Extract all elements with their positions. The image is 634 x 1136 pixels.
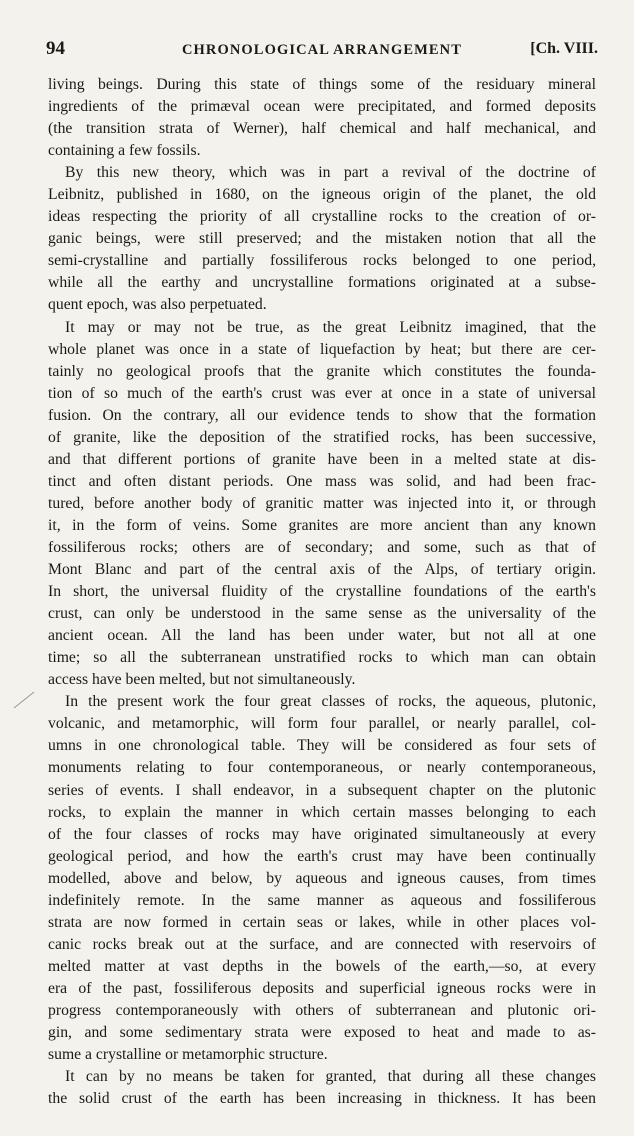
text-line: strata are now formed in certain seas or lakes, while in other places vol-: [48, 913, 596, 931]
paragraph-start-line: By this new theory, which was in part a revival of the doctrine of: [65, 164, 596, 182]
text-line: (the transition strata of Werner), half chemical and half mechanical, and: [48, 120, 596, 138]
text-line: Mont Blanc and part of the central axis of the Alps, of tertiary origin.: [48, 561, 596, 579]
page-number: 94: [46, 38, 65, 59]
text-line: melted matter at vast depths in the bowels of the earth,—so, at every: [48, 957, 596, 975]
text-line: progress contemporaneously with others of subterranean and plutonic ori-: [48, 1001, 596, 1019]
body-text: [48, 74, 596, 1110]
text-line: canic rocks break out at the surface, and are connected with reservoirs of: [48, 935, 596, 953]
text-line: sume a crystalline or metamorphic structure.: [48, 1046, 328, 1064]
text-line: semi-crystalline and partially fossiliferous rocks belonged to one period,: [48, 252, 596, 270]
text-line: ancient ocean. All the land has been under water, but not all at one: [48, 627, 596, 645]
text-line: tion of so much of the earth's crust was ever at once in a state of universal: [48, 384, 596, 402]
chapter-reference: [Ch. VIII.: [530, 40, 598, 57]
text-line: volcanic, and metamorphic, will form four parallel, or nearly parallel, col-: [48, 715, 596, 733]
text-line: ganic beings, were still preserved; and the mistaken notion that all the: [48, 230, 596, 248]
text-line: it, in the form of veins. Some granites are more ancient than any known: [48, 516, 596, 534]
text-line: of the four classes of rocks may have originated simultaneously at every: [48, 825, 596, 843]
text-line: fossiliferous rocks; others are of secondary; and some, such as that of: [48, 538, 596, 556]
paragraph-start-line: It may or may not be true, as the great Leibnitz imagined, that the: [65, 318, 596, 336]
text-line: era of the past, fossiliferous deposits and superficial igneous rocks were in: [48, 979, 596, 997]
text-line: fusion. On the contrary, all our evidence tends to show that the formation: [48, 406, 596, 424]
text-line: umns in one chronological table. They will be considered as four sets of: [48, 737, 596, 755]
pencil-mark-icon: [12, 688, 40, 710]
text-line: and that different portions of granite have been in a melted state at dis-: [48, 450, 596, 468]
text-line: geological period, and how the earth's crust may have been continually: [48, 847, 596, 865]
paragraph-start-line: It can by no means be taken for granted, that during all these changes: [65, 1068, 596, 1086]
text-line: rocks, to explain the manner in which certain masses belonging to each: [48, 803, 596, 821]
text-line: tainly no geological proofs that the granite which constitutes the founda-: [48, 362, 596, 380]
text-line: access have been melted, but not simultaneously.: [48, 671, 356, 689]
text-line: Leibnitz, published in 1680, on the igneous origin of the planet, the old: [48, 186, 596, 204]
text-line: gin, and some sedimentary strata were exposed to heat and made to as-: [48, 1024, 596, 1042]
text-line: tinct and often distant periods. One mass was solid, and had been frac-: [48, 472, 596, 490]
text-line: ideas respecting the priority of all crystalline rocks to the creation of or-: [48, 208, 596, 226]
text-line: while all the earthy and uncrystalline formations originated at a subse-: [48, 274, 596, 292]
text-line: crust, can only be understood in the same sense as the universality of the: [48, 605, 596, 623]
text-line: the solid crust of the earth has been increasing in thickness. It has been: [48, 1090, 596, 1108]
text-line: series of events. I shall endeavor, in a subsequent chapter on the plutonic: [48, 781, 596, 799]
text-line: modelled, above and below, by aqueous and igneous causes, from times: [48, 869, 596, 887]
text-line: whole planet was once in a state of liquefaction by heat; but there are cer-: [48, 340, 596, 358]
text-line: monuments relating to four contemporaneous, or nearly contemporaneous,: [48, 759, 596, 777]
text-line: ingredients of the primæval ocean were precipitated, and formed deposits: [48, 98, 596, 116]
text-line: containing a few fossils.: [48, 142, 201, 160]
page-header: [46, 38, 598, 62]
text-line: tured, before another body of granitic matter was injected into it, or through: [48, 494, 596, 512]
text-line: time; so all the subterranean unstratified rocks to which man can obtain: [48, 649, 596, 667]
text-line: In short, the universal fluidity of the crystalline foundations of the earth's: [48, 583, 596, 601]
running-head: CHRONOLOGICAL ARRANGEMENT: [181, 42, 463, 58]
text-line: quent epoch, was also perpetuated.: [48, 296, 267, 314]
text-line: living beings. During this state of things some of the residuary mineral: [48, 76, 596, 93]
paragraph-start-line: In the present work the four great classes of rocks, the aqueous, plutonic,: [65, 693, 596, 711]
text-line: indefinitely remote. In the same manner as aqueous and fossiliferous: [48, 891, 596, 909]
text-line: of granite, like the deposition of the stratified rocks, has been successive,: [48, 428, 596, 446]
